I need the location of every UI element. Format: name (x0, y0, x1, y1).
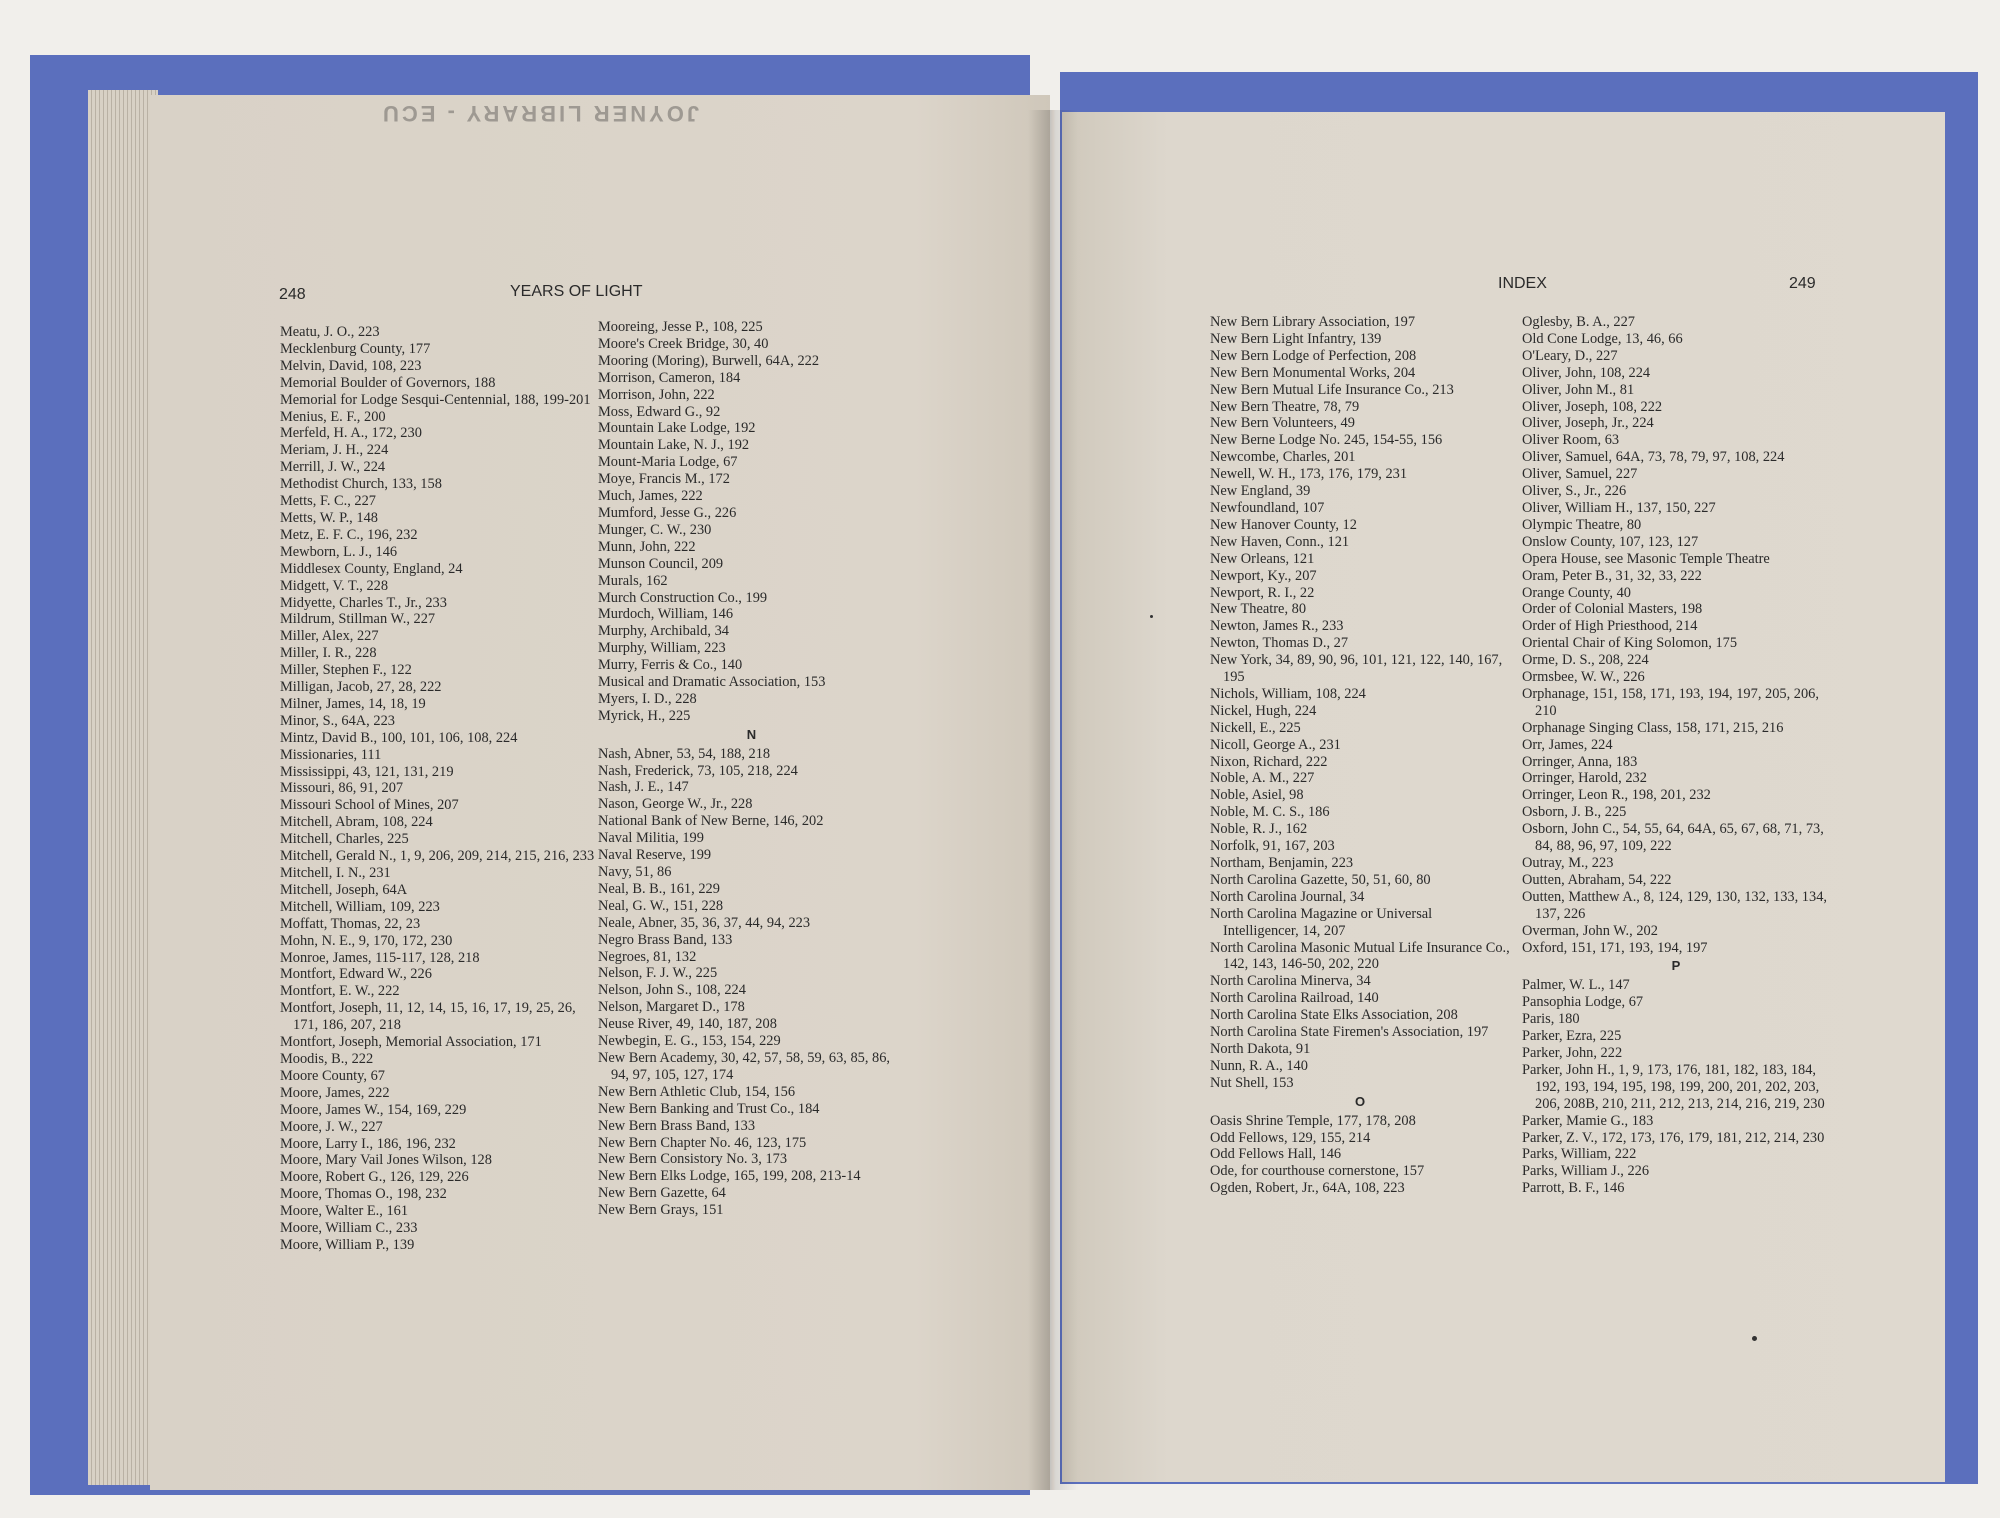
index-entry: Miller, Alex, 227 (280, 628, 379, 645)
index-entry: Moffatt, Thomas, 22, 23 (280, 915, 421, 932)
index-entry: Nelson, F. J. W., 225 (598, 965, 718, 982)
index-entry: New Bern Monumental Works, 204 (1210, 364, 1416, 381)
index-entry: Neal, G. W., 151, 228 (598, 897, 724, 914)
index-entry: Oram, Peter B., 31, 32, 33, 222 (1522, 567, 1702, 584)
index-entry: Menius, E. F., 200 (280, 408, 386, 425)
index-entry: Ode, for courthouse cornerstone, 157 (1210, 1163, 1425, 1180)
index-entry: Opera House, see Masonic Temple Theatre (1522, 550, 1770, 567)
index-entry: Neuse River, 49, 140, 187, 208 (598, 1016, 777, 1033)
index-entry: Oliver, John M., 81 (1522, 381, 1635, 398)
index-entry: Oliver, Samuel, 64A, 73, 78, 79, 97, 108, 224 (1522, 449, 1785, 466)
page-edges (88, 90, 158, 1485)
index-entry: Mewborn, L. J., 146 (280, 543, 398, 560)
index-entry: New Bern Volunteers, 49 (1210, 415, 1355, 432)
index-entry: New Bern Light Infantry, 139 (1210, 330, 1382, 347)
index-entry: Moore, James W., 154, 169, 229 (280, 1101, 467, 1118)
index-entry: Moore, Larry I., 186, 196, 232 (280, 1135, 456, 1152)
index-entry: Orr, James, 224 (1522, 736, 1613, 753)
index-entry: Mintz, David B., 100, 101, 106, 108, 224 (280, 729, 518, 746)
index-entry: Minor, S., 64A, 223 (280, 712, 395, 729)
index-entry: Mitchell, Abram, 108, 224 (280, 814, 433, 831)
index-entry: Moore's Creek Bridge, 30, 40 (598, 335, 769, 352)
index-entry: Murdoch, William, 146 (598, 606, 734, 623)
index-entry: Orphanage, 151, 158, 171, 193, 194, 197, 205, 206, 210 (1522, 685, 1819, 719)
right-index-column-1 (1210, 314, 1510, 1197)
index-entry: Neale, Abner, 35, 36, 37, 44, 94, 223 (598, 914, 811, 931)
index-entry: Mecklenburg County, 177 (280, 340, 431, 357)
left-running-head: YEARS OF LIGHT (510, 283, 643, 300)
index-entry: Oliver, Joseph, Jr., 224 (1522, 415, 1654, 432)
index-entry: Mitchell, I. N., 231 (280, 865, 391, 881)
index-entry: Moss, Edward G., 92 (598, 403, 721, 420)
index-entry: Mitchell, Joseph, 64A (280, 881, 408, 898)
index-entry: North Carolina Journal, 34 (1210, 888, 1365, 905)
index-entry: Negro Brass Band, 133 (598, 931, 733, 948)
index-entry: Outten, Matthew A., 8, 124, 129, 130, 132, 133, 134, 137, 226 (1522, 888, 1827, 922)
index-entry: Nicoll, George A., 231 (1210, 736, 1341, 753)
index-entry: Ogden, Robert, Jr., 64A, 108, 223 (1210, 1180, 1405, 1197)
index-entry: Missionaries, 111 (280, 746, 382, 763)
index-entry: Montfort, Joseph, Memorial Association, 171 (280, 1034, 542, 1051)
index-entry: Orange County, 40 (1522, 584, 1631, 601)
index-entry: New Haven, Conn., 121 (1210, 533, 1350, 550)
index-entry: Mildrum, Stillman W., 227 (280, 611, 436, 628)
index-entry: Methodist Church, 133, 158 (280, 476, 442, 493)
index-entry: Nickell, E., 225 (1210, 719, 1301, 736)
index-entry: Odd Fellows Hall, 146 (1210, 1146, 1342, 1163)
index-entry: Midgett, V. T., 228 (280, 577, 389, 594)
index-entry: Noble, Asiel, 98 (1210, 787, 1304, 804)
index-entry: Mitchell, William, 109, 223 (280, 898, 440, 915)
index-entry: New Bern Elks Lodge, 165, 199, 208, 213-14 (598, 1168, 861, 1185)
index-entry: Metz, E. F. C., 196, 232 (280, 526, 418, 543)
index-entry: Parker, Mamie G., 183 (1522, 1112, 1654, 1129)
index-entry: Murry, Ferris & Co., 140 (598, 657, 743, 674)
index-entry: Newport, R. I., 22 (1210, 584, 1315, 601)
index-entry: Negroes, 81, 132 (598, 948, 697, 965)
index-entry: Murch Construction Co., 199 (598, 589, 768, 606)
index-entry: Munn, John, 222 (598, 538, 696, 555)
index-entry: Orphanage Singing Class, 158, 171, 215, 216 (1522, 719, 1784, 736)
index-entry: New Bern Mutual Life Insurance Co., 213 (1210, 381, 1454, 398)
index-entry: Order of High Priesthood, 214 (1522, 618, 1698, 635)
index-entry: Northam, Benjamin, 223 (1210, 855, 1354, 871)
index-entry: Merrill, J. W., 224 (280, 459, 386, 476)
index-entry: Order of Colonial Masters, 198 (1522, 601, 1703, 618)
index-entry: Navy, 51, 86 (598, 864, 672, 880)
index-entry: New Bern Theatre, 78, 79 (1210, 398, 1360, 415)
index-entry: Meriam, J. H., 224 (280, 442, 389, 459)
index-entry: Norfolk, 91, 167, 203 (1210, 838, 1335, 855)
index-entry: Murals, 162 (598, 572, 668, 589)
index-entry: Much, James, 222 (598, 488, 703, 505)
index-entry: North Carolina Masonic Mutual Life Insurance Co., 142, 143, 146-50, 202, 220 (1210, 939, 1510, 973)
index-entry: Newton, Thomas D., 27 (1210, 635, 1349, 652)
index-entry: Mitchell, Charles, 225 (280, 831, 409, 848)
index-entry: New Theatre, 80 (1210, 601, 1307, 618)
index-entry: Parks, William, 222 (1522, 1146, 1637, 1163)
index-entry: Newell, W. H., 173, 176, 179, 231 (1210, 466, 1408, 483)
index-entry: Parker, John, 222 (1522, 1044, 1623, 1061)
index-entry: Montfort, Edward W., 226 (280, 966, 432, 983)
index-entry: Parker, John H., 1, 9, 173, 176, 181, 182, 183, 184, 192, 193, 194, 195, 198, 199, 200, 201, 202, 203, 206, 208B, 210, 211, 212, 213, 214, 216, 219, 230 (1522, 1061, 1825, 1112)
index-entry: Nunn, R. A., 140 (1210, 1057, 1308, 1074)
index-entry: Metts, F. C., 227 (280, 493, 376, 510)
index-entry: Munson Council, 209 (598, 555, 724, 572)
index-entry: Memorial for Lodge Sesqui-Centennial, 188, 199-201 (280, 391, 591, 408)
index-entry: Nelson, Margaret D., 178 (598, 999, 745, 1016)
index-entry: Miller, I. R., 228 (280, 645, 377, 662)
index-entry: Myers, I. D., 228 (598, 690, 697, 707)
index-entry: Noble, R. J., 162 (1210, 821, 1308, 838)
index-entry: Newton, James R., 233 (1210, 618, 1344, 635)
index-entry: New Bern Banking and Trust Co., 184 (598, 1100, 820, 1117)
index-entry: Oasis Shrine Temple, 177, 178, 208 (1210, 1112, 1416, 1129)
index-entry: Musical and Dramatic Association, 153 (598, 674, 826, 691)
index-entry: Oliver, S., Jr., 226 (1522, 483, 1627, 500)
index-entry: New Bern Lodge of Perfection, 208 (1210, 347, 1417, 364)
index-entry: Orringer, Leon R., 198, 201, 232 (1522, 787, 1711, 804)
index-entry: Merfeld, H. A., 172, 230 (280, 425, 422, 442)
index-entry: Naval Militia, 199 (598, 830, 704, 847)
index-entry: Nickel, Hugh, 224 (1210, 702, 1317, 719)
index-entry: National Bank of New Berne, 146, 202 (598, 813, 824, 830)
index-entry: North Carolina Minerva, 34 (1210, 973, 1371, 990)
index-entry: New England, 39 (1210, 483, 1311, 500)
index-section-letter: P (1671, 958, 1681, 974)
index-section-letter: N (746, 726, 757, 742)
index-entry: Oliver, John, 108, 224 (1522, 364, 1651, 381)
index-entry: Melvin, David, 108, 223 (280, 357, 422, 374)
index-entry: Oliver, Samuel, 227 (1522, 466, 1638, 483)
index-entry: Middlesex County, England, 24 (280, 560, 463, 577)
index-entry: Moye, Francis M., 172 (598, 471, 730, 488)
index-entry: Mooring (Moring), Burwell, 64A, 222 (598, 352, 820, 369)
index-entry: Murphy, Archibald, 34 (598, 623, 729, 640)
index-entry: O'Leary, D., 227 (1522, 347, 1618, 364)
index-entry: Mountain Lake Lodge, 192 (598, 420, 756, 437)
index-entry: Moore, Thomas O., 198, 232 (280, 1186, 447, 1203)
index-entry: Parker, Ezra, 225 (1522, 1028, 1622, 1045)
index-entry: Overman, John W., 202 (1522, 922, 1658, 939)
index-entry: New Hanover County, 12 (1210, 516, 1357, 533)
index-entry: New Bern Gazette, 64 (598, 1185, 726, 1202)
index-entry: Mississippi, 43, 121, 131, 219 (280, 763, 454, 780)
index-entry: Moore, James, 222 (280, 1084, 390, 1101)
index-entry: Ormsbee, W. W., 226 (1522, 669, 1645, 686)
index-entry: Onslow County, 107, 123, 127 (1522, 533, 1699, 550)
index-entry: New Bern Library Association, 197 (1210, 314, 1416, 330)
index-entry: Olympic Theatre, 80 (1522, 516, 1642, 533)
index-entry: Memorial Boulder of Governors, 188 (280, 374, 496, 391)
index-entry: Morrison, John, 222 (598, 386, 715, 403)
library-stamp: JOYNER LIBRARY - ECU (380, 101, 700, 126)
index-entry: Mooreing, Jesse P., 108, 225 (598, 319, 763, 335)
index-entry: Orme, D. S., 208, 224 (1522, 652, 1649, 669)
index-entry: Nash, Frederick, 73, 105, 218, 224 (598, 762, 798, 779)
index-entry: Nichols, William, 108, 224 (1210, 685, 1366, 702)
index-entry: Metts, W. P., 148 (280, 509, 378, 526)
index-entry: Parks, William J., 226 (1522, 1163, 1650, 1180)
index-entry: Myrick, H., 225 (598, 707, 691, 724)
index-entry: Nash, Abner, 53, 54, 188, 218 (598, 745, 771, 762)
index-entry: Miller, Stephen F., 122 (280, 662, 412, 679)
index-entry: Nash, J. E., 147 (598, 779, 689, 796)
index-entry: New Bern Athletic Club, 154, 156 (598, 1083, 796, 1100)
index-entry: Munger, C. W., 230 (598, 521, 712, 538)
index-entry: Missouri School of Mines, 207 (280, 797, 459, 814)
index-entry: Nason, George W., Jr., 228 (598, 796, 753, 813)
index-entry: Missouri, 86, 91, 207 (280, 780, 404, 797)
right-running-head: INDEX (1498, 275, 1547, 292)
index-entry: Naval Reserve, 199 (598, 847, 712, 864)
index-entry: New Bern Academy, 30, 42, 57, 58, 59, 63, 85, 86, 94, 97, 105, 127, 174 (598, 1049, 891, 1083)
right-page-number: 249 (1789, 275, 1816, 292)
index-entry: Nelson, John S., 108, 224 (598, 982, 746, 999)
index-entry: Moodis, B., 222 (280, 1050, 374, 1067)
index-entry: Old Cone Lodge, 13, 46, 66 (1522, 330, 1683, 347)
index-entry: North Carolina State Elks Association, 208 (1210, 1007, 1458, 1024)
index-entry: Moore, William C., 233 (280, 1220, 418, 1237)
index-entry: Milner, James, 14, 18, 19 (280, 695, 426, 712)
index-entry: Oglesby, B. A., 227 (1522, 314, 1635, 330)
left-page-number: 248 (279, 286, 306, 303)
index-entry: Outray, M., 223 (1522, 855, 1614, 871)
index-entry: New Bern Chapter No. 46, 123, 175 (598, 1134, 807, 1151)
index-entry: Orringer, Anna, 183 (1522, 753, 1638, 770)
index-entry: Oriental Chair of King Solomon, 175 (1522, 635, 1738, 652)
index-entry: Monroe, James, 115-117, 128, 218 (280, 949, 480, 966)
index-entry: Meatu, J. O., 223 (280, 324, 380, 340)
index-entry: New Bern Consistory No. 3, 173 (598, 1151, 788, 1168)
index-entry: Milligan, Jacob, 27, 28, 222 (280, 679, 442, 696)
index-entry: Oliver Room, 63 (1522, 432, 1620, 449)
index-entry: Mountain Lake, N. J., 192 (598, 437, 750, 454)
index-entry: Noble, A. M., 227 (1210, 770, 1315, 787)
index-entry: Oliver, William H., 137, 150, 227 (1522, 499, 1716, 516)
index-entry: Morrison, Cameron, 184 (598, 369, 741, 386)
page-speck (1752, 1336, 1757, 1341)
index-entry: Outten, Abraham, 54, 222 (1522, 871, 1672, 888)
page-speck (1150, 615, 1153, 618)
index-entry: Osborn, J. B., 225 (1522, 804, 1627, 821)
index-entry: Mumford, Jesse G., 226 (598, 504, 737, 521)
index-entry: New York, 34, 89, 90, 96, 101, 121, 122, 140, 167, 195 (1210, 652, 1503, 686)
index-entry: North Carolina Railroad, 140 (1210, 990, 1379, 1007)
index-entry: Newfoundland, 107 (1210, 499, 1325, 516)
index-entry: Oliver, Joseph, 108, 222 (1522, 398, 1663, 415)
right-index-column-2 (1522, 314, 1830, 1197)
index-entry: Nut Shell, 153 (1210, 1074, 1294, 1091)
index-entry: Mohn, N. E., 9, 170, 172, 230 (280, 932, 453, 949)
index-entry: Nixon, Richard, 222 (1210, 753, 1328, 770)
index-entry: Newcombe, Charles, 201 (1210, 449, 1356, 466)
index-entry: Parrott, B. F., 146 (1522, 1180, 1625, 1197)
index-entry: Moore, J. W., 227 (280, 1118, 383, 1135)
index-entry: New Orleans, 121 (1210, 550, 1315, 567)
left-index-column-1 (280, 324, 595, 1254)
index-entry: North Dakota, 91 (1210, 1040, 1311, 1057)
index-entry: Murphy, William, 223 (598, 640, 726, 657)
index-entry: Moore, Robert G., 126, 129, 226 (280, 1169, 469, 1186)
index-entry: Oxford, 151, 171, 193, 194, 197 (1522, 939, 1708, 956)
index-entry: Orringer, Harold, 232 (1522, 770, 1647, 787)
index-entry: Midyette, Charles T., Jr., 233 (280, 594, 447, 611)
index-entry: Palmer, W. L., 147 (1522, 977, 1630, 994)
index-entry: Moore, Mary Vail Jones Wilson, 128 (280, 1152, 492, 1169)
book-gutter (1028, 110, 1078, 1490)
index-entry: New Bern Brass Band, 133 (598, 1117, 756, 1134)
index-entry: Moore County, 67 (280, 1067, 385, 1084)
index-entry: North Carolina State Firemen's Association, 197 (1210, 1024, 1489, 1041)
index-entry: Newbegin, E. G., 153, 154, 229 (598, 1033, 781, 1050)
index-entry: Parker, Z. V., 172, 173, 176, 179, 181, 212, 214, 230 (1522, 1129, 1825, 1146)
index-entry: Noble, M. C. S., 186 (1210, 804, 1330, 821)
index-entry: Neal, B. B., 161, 229 (598, 880, 720, 897)
index-entry: Osborn, John C., 54, 55, 64, 64A, 65, 67, 68, 71, 73, 84, 88, 96, 97, 109, 222 (1522, 821, 1824, 855)
index-entry: New Berne Lodge No. 245, 154-55, 156 (1210, 432, 1443, 449)
index-entry: Odd Fellows, 129, 155, 214 (1210, 1129, 1371, 1146)
index-entry: North Carolina Magazine or Universal Intelligencer, 14, 207 (1210, 905, 1433, 939)
index-entry: Montfort, Joseph, 11, 12, 14, 15, 16, 17, 19, 25, 26, 171, 186, 207, 218 (280, 1000, 576, 1034)
index-section-letter: O (1354, 1093, 1366, 1109)
index-entry: Mitchell, Gerald N., 1, 9, 206, 209, 214, 215, 216, 233 (280, 848, 595, 865)
index-entry: Montfort, E. W., 222 (280, 983, 400, 1000)
index-entry: Moore, Walter E., 161 (280, 1203, 409, 1220)
index-entry: North Carolina Gazette, 50, 51, 60, 80 (1210, 871, 1431, 888)
index-entry: Paris, 180 (1522, 1011, 1580, 1028)
index-entry: Mount-Maria Lodge, 67 (598, 454, 738, 471)
index-entry: Pansophia Lodge, 67 (1522, 994, 1644, 1011)
index-entry: New Bern Grays, 151 (598, 1202, 724, 1219)
index-entry: Newport, Ky., 207 (1210, 567, 1317, 584)
index-entry: Moore, William P., 139 (280, 1236, 415, 1253)
left-index-column-2 (598, 319, 905, 1219)
